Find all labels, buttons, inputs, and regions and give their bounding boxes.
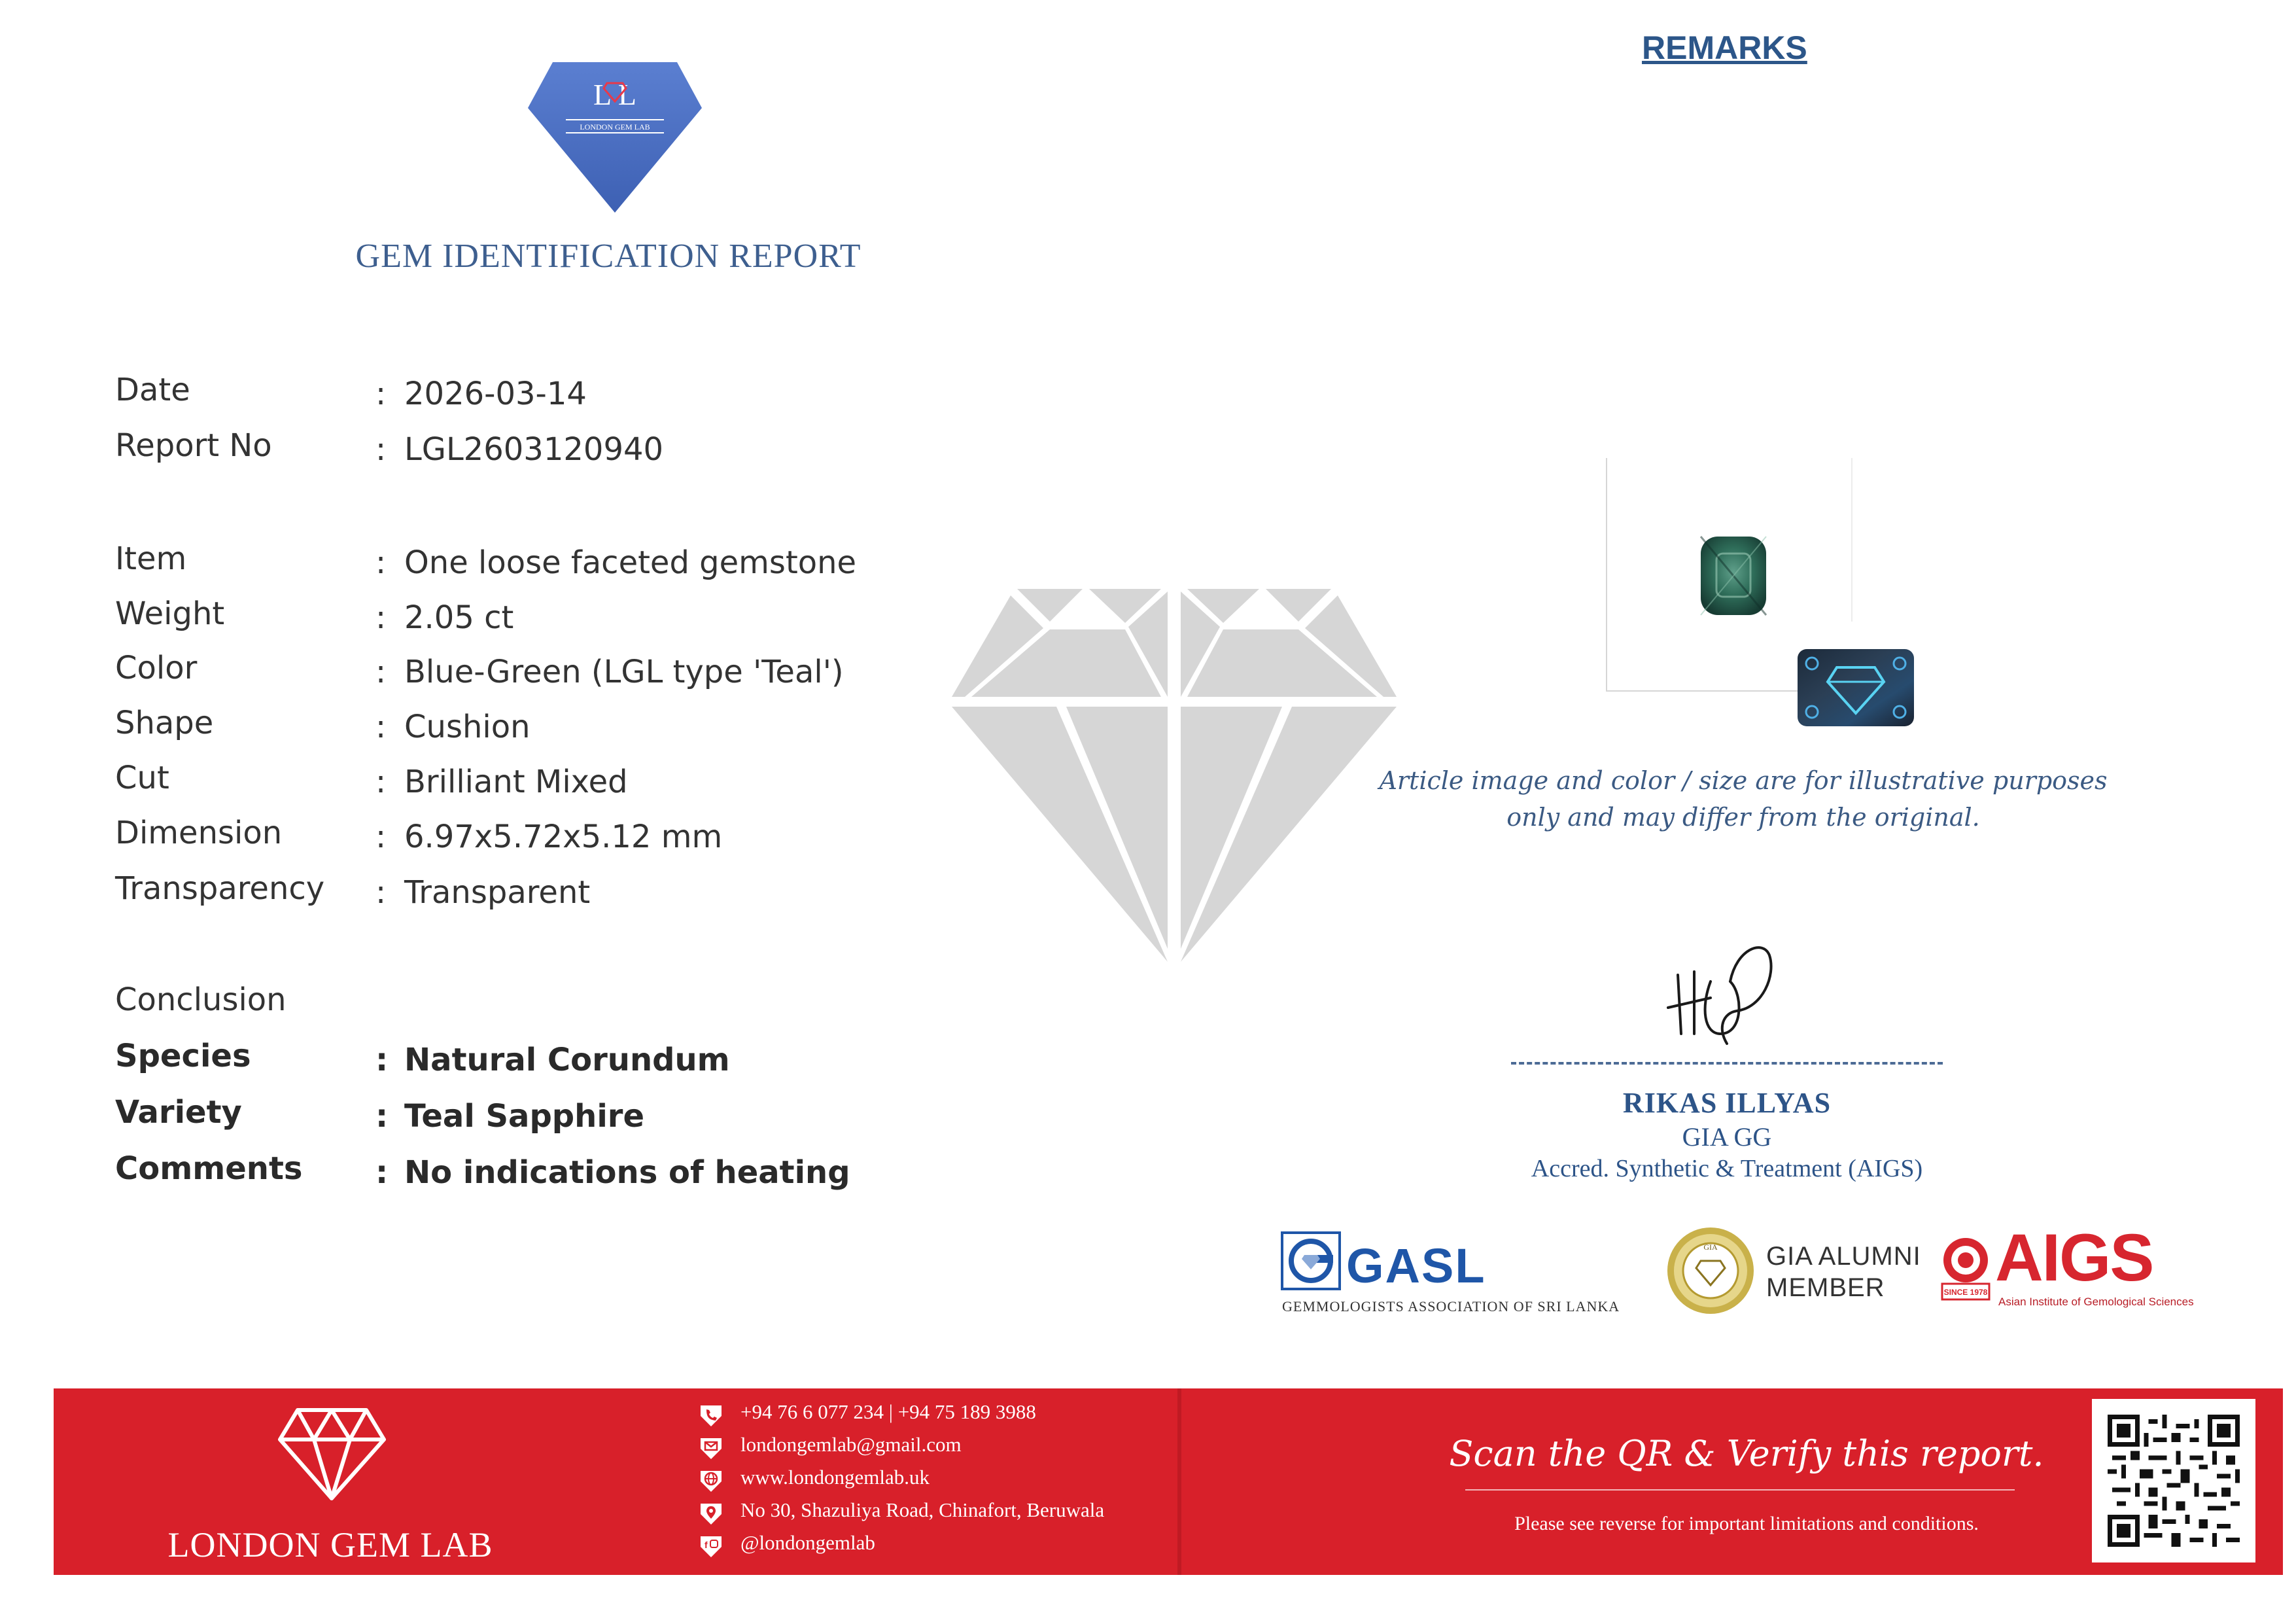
aigs-full-name: Asian Institute of Gemological Sciences (1998, 1296, 2194, 1308)
email-icon (699, 1436, 723, 1460)
social-media-icon (699, 1534, 723, 1559)
weight-label: Weight (115, 595, 225, 632)
signature (1665, 936, 1789, 1053)
email-text: londongemlab@gmail.com (740, 1433, 962, 1456)
illustrative-disclaimer (1364, 762, 2123, 836)
phone-text: +94 76 6 077 234 | +94 75 189 3988 (740, 1400, 1036, 1423)
phone-icon (699, 1403, 723, 1428)
gia-line-2: MEMBER (1766, 1273, 1885, 1302)
location-pin-icon (699, 1501, 723, 1526)
website-text: www.londongemlab.uk (740, 1466, 930, 1489)
date-value: 2026-03-14 (404, 376, 587, 412)
dimension-label: Dimension (115, 815, 283, 851)
conclusion-heading: Conclusion (115, 981, 287, 1018)
gasl-full-name: GEMMOLOGISTS ASSOCIATION OF SRI LANKA (1282, 1298, 1620, 1315)
separator: : (375, 764, 387, 800)
svg-text:f: f (704, 1540, 708, 1550)
social-text: @londongemlab (740, 1531, 875, 1554)
remarks-heading: REMARKS (1642, 29, 1807, 66)
svg-text:LONDON GEM LAB: LONDON GEM LAB (580, 122, 650, 132)
report-title: GEM IDENTIFICATION REPORT (355, 238, 861, 275)
date-label: Date (115, 372, 190, 408)
item-label: Item (115, 540, 187, 577)
signatory-accreditation: Accred. Synthetic & Treatment (AIGS) (1531, 1155, 1923, 1182)
separator: : (375, 1154, 389, 1191)
scan-qr-heading: Scan the QR & Verify this report. (1449, 1433, 2044, 1474)
separator: : (375, 1098, 389, 1135)
species-value: Natural Corundum (404, 1042, 730, 1078)
separator: : (375, 544, 387, 581)
globe-icon (699, 1468, 723, 1493)
svg-text:SINCE 1978: SINCE 1978 (1943, 1288, 1988, 1297)
variety-value: Teal Sapphire (404, 1098, 645, 1135)
shape-value: Cushion (404, 709, 531, 745)
disclaimer-line-2: only and may differ from the original. (1506, 803, 1980, 832)
svg-text:L L: L L (593, 78, 636, 111)
hologram-seal-icon (1798, 649, 1914, 726)
separator: : (375, 709, 387, 745)
separator: : (375, 819, 387, 855)
transparency-value: Transparent (404, 874, 591, 911)
signature-line (1511, 1062, 1943, 1065)
photo-frame-edge (1851, 458, 1852, 622)
aigs-emblem-icon (1939, 1237, 1992, 1302)
diamond-watermark-icon (952, 582, 1397, 981)
footer-diamond-icon (278, 1407, 386, 1502)
separator: : (375, 874, 387, 911)
signatory-credential: GIA GG (1682, 1122, 1772, 1152)
dimension-value: 6.97x5.72x5.12 mm (404, 819, 723, 855)
separator: : (375, 654, 387, 690)
signatory-name: RIKAS ILLYAS (1622, 1087, 1832, 1119)
species-label: Species (115, 1038, 251, 1074)
gia-line-1: GIA ALUMNI (1766, 1242, 1921, 1271)
shape-label: Shape (115, 705, 214, 741)
variety-label: Variety (115, 1094, 242, 1131)
separator: : (375, 599, 387, 636)
svg-text:GIA: GIA (1703, 1243, 1718, 1252)
item-value: One loose faceted gemstone (404, 544, 857, 581)
gasl-logo-text: GASL (1346, 1239, 1486, 1293)
cut-value: Brilliant Mixed (404, 764, 628, 800)
limitations-note: Please see reverse for important limitations and conditions. (1514, 1513, 1979, 1534)
color-label: Color (115, 650, 198, 686)
separator: : (375, 376, 387, 412)
footer-brand: LONDON GEM LAB (167, 1525, 493, 1564)
weight-value: 2.05 ct (404, 599, 514, 636)
qr-code[interactable] (2108, 1415, 2240, 1547)
disclaimer-line-1: Article image and color / size are for illustrative purposes (1379, 766, 2108, 795)
report-no-label: Report No (115, 427, 272, 464)
transparency-label: Transparency (115, 870, 325, 907)
color-value: Blue-Green (LGL type 'Teal') (404, 654, 844, 690)
separator: : (375, 431, 387, 468)
london-gem-lab-logo (527, 56, 703, 216)
comments-value: No indications of heating (404, 1154, 850, 1191)
gia-alumni-text (1766, 1241, 1921, 1303)
footer-fold (1177, 1388, 1181, 1575)
address-text: No 30, Shazuliya Road, Chinafort, Beruwala (740, 1498, 1105, 1521)
scan-underline (1465, 1489, 2015, 1491)
gasl-emblem-icon (1281, 1231, 1341, 1290)
cut-label: Cut (115, 760, 169, 796)
gemstone-photo (1699, 535, 1767, 616)
separator: : (375, 1042, 389, 1078)
gia-alumni-seal-icon (1665, 1225, 1756, 1316)
aigs-logo-text: AIGS (1995, 1220, 2153, 1295)
comments-label: Comments (115, 1150, 303, 1187)
report-no-value: LGL2603120940 (404, 431, 664, 468)
